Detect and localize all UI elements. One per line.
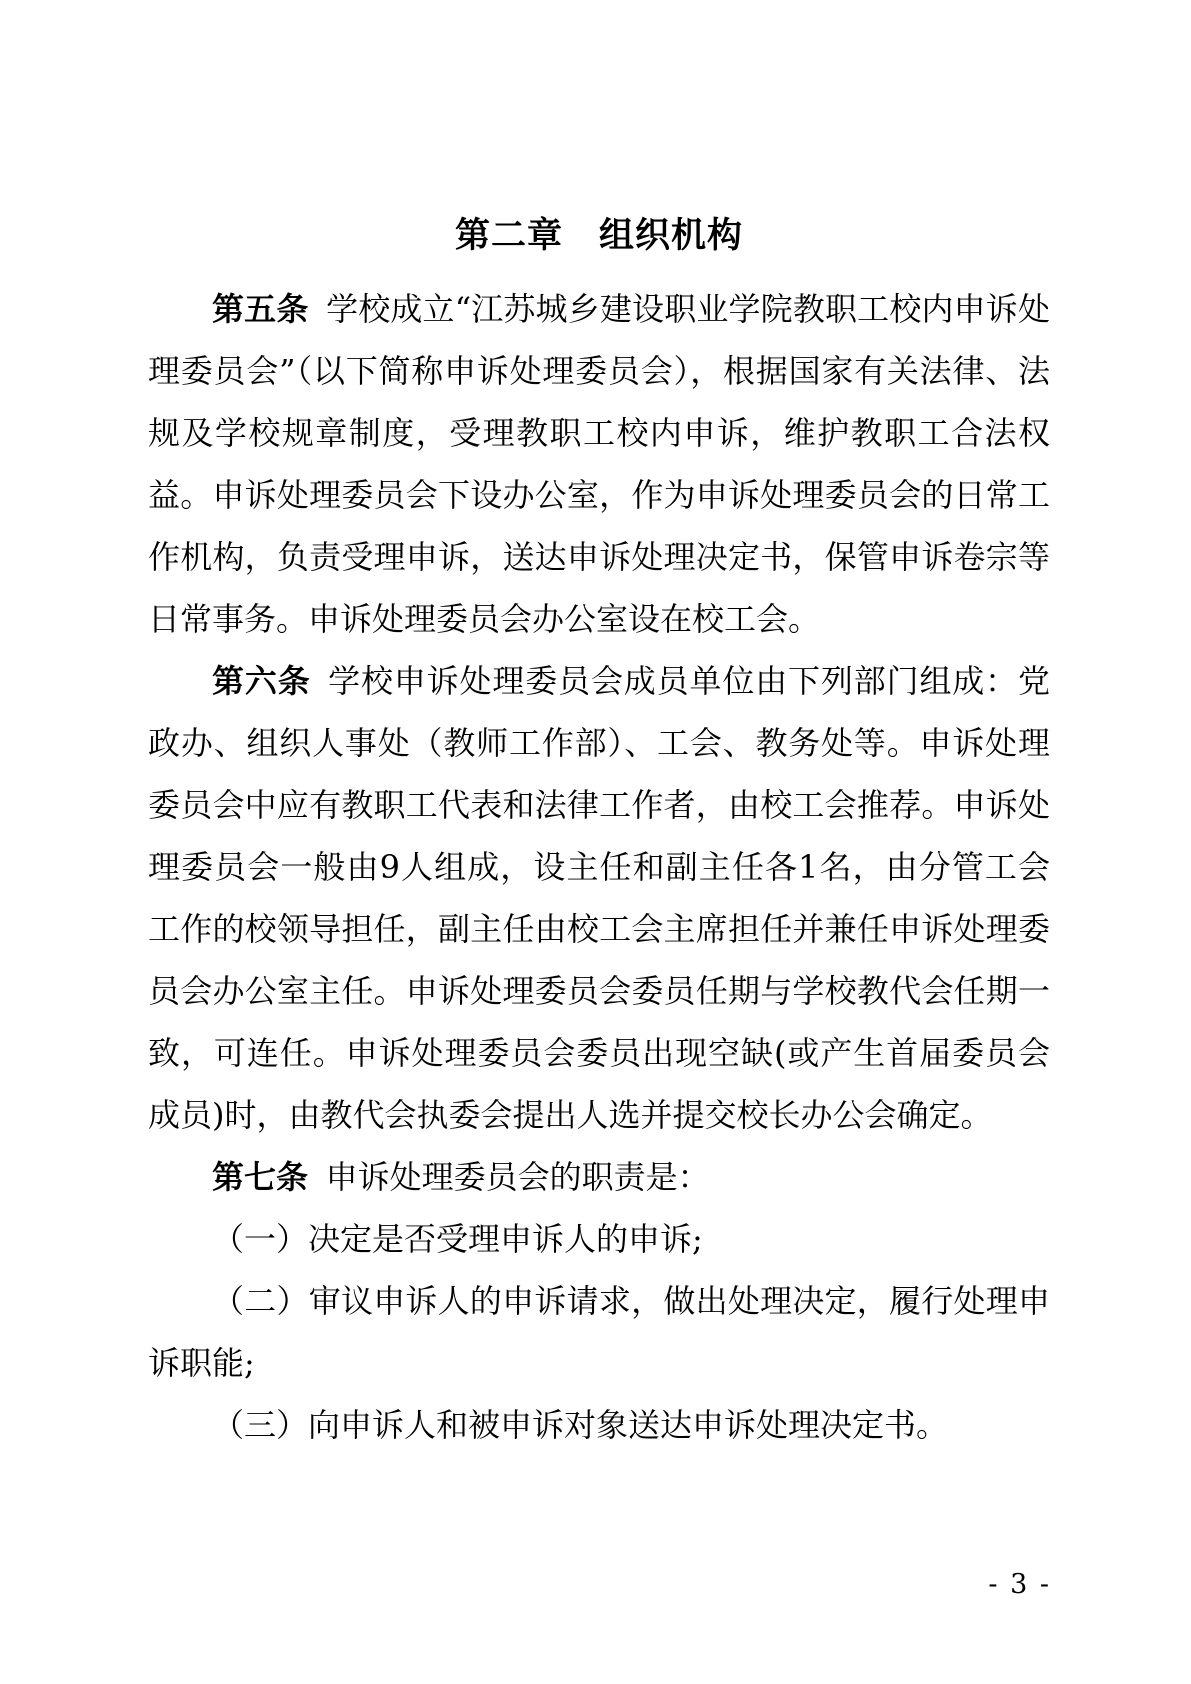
- clause-3-text: （三）向申诉人和被申诉对象送达申诉处理决定书。: [212, 1406, 949, 1444]
- article-7-number: 第七条: [212, 1158, 309, 1196]
- article-6-number: 第六条: [212, 662, 311, 700]
- page-number: - 3 -: [988, 1569, 1051, 1600]
- clause-1-paragraph: [148, 1208, 1050, 1270]
- article-6-paragraph: [148, 650, 1050, 1146]
- chapter-title: 第二章 组织机构: [454, 216, 743, 256]
- article-5-text: 学校成立“江苏城乡建设职业学院教职工校内申诉处理委员会”（以下简称申诉处理委员会），根据国家有关法律、法规及学校规章制度，受理教职工校内申诉，维护教职工合法权益。申诉处理委员会下设办公室，作为申诉处理委员会的日常工作机构，负责受理申诉，送达申诉处理决定书，保管申诉卷宗等日常事务。申诉处理委员会办公室设在校工会。: [148, 290, 1050, 638]
- article-7-paragraph: [148, 1146, 1050, 1208]
- clause-3-paragraph: [148, 1394, 1050, 1456]
- clause-2-paragraph: [148, 1270, 1050, 1394]
- article-5-number: 第五条: [212, 290, 309, 328]
- article-6-text: 学校申诉处理委员会成员单位由下列部门组成：党政办、组织人事处（教师工作部）、工会、教务处等。申诉处理委员会中应有教职工代表和法律工作者，由校工会推荐。申诉处理委员会一般由9人组成，设主任和副主任各1名，由分管工会工作的校领导担任，副主任由校工会主席担任并兼任申诉处理委员会办公室主任。申诉处理委员会委员任期与学校教代会任期一致，可连任。申诉处理委员会委员出现空缺(或产生首届委员会成员)时，由教代会执委会提出人选并提交校长办公会确定。: [148, 662, 1050, 1134]
- clause-2-text: （二）审议申诉人的申诉请求，做出处理决定，履行处理申诉职能;: [148, 1282, 1050, 1382]
- article-7-text: 申诉处理委员会的职责是：: [325, 1158, 710, 1196]
- document-content: [148, 212, 1050, 1456]
- clause-1-text: （一）决定是否受理申诉人的申诉;: [212, 1220, 703, 1258]
- article-5-paragraph: [148, 278, 1050, 650]
